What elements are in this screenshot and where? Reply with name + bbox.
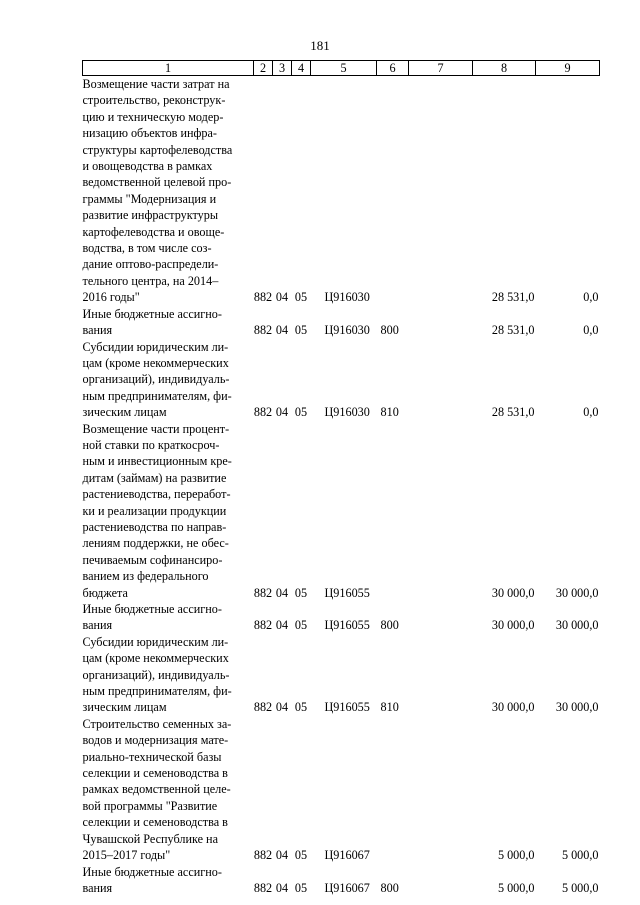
- table-row: [83, 306, 600, 339]
- description-line: низацию объектов инфра-: [82, 126, 217, 141]
- description-line: водов и модернизация мате-: [82, 733, 229, 748]
- target-article-code: Ц916030: [324, 323, 370, 338]
- description-line: растениеводства по направ-: [82, 519, 227, 534]
- table-row: [83, 339, 600, 421]
- column-header: 1: [83, 61, 254, 76]
- subsection-code: 05: [294, 700, 308, 715]
- description-line: дитам (займам) на развитие: [82, 470, 227, 485]
- description-line: ной ставки по краткосроч-: [82, 437, 220, 452]
- table-row: [83, 864, 600, 897]
- target-article-code: Ц916067: [324, 848, 370, 863]
- item-description: [83, 306, 254, 339]
- description-line: вания: [82, 323, 113, 338]
- amount-col7: [409, 601, 473, 634]
- section-code: 04: [275, 323, 289, 338]
- budget-table: [82, 60, 600, 896]
- description-line: ным предпринимателям, фи-: [82, 684, 232, 699]
- expense-type-code: [377, 421, 409, 601]
- amount-col8: 28 531,0: [491, 290, 535, 305]
- amount-col8: 30 000,0: [491, 700, 535, 715]
- description-line: цам (кроме некоммерческих: [82, 651, 229, 666]
- amount-col9: 30 000,0: [555, 700, 599, 715]
- expense-type-code: 810: [380, 405, 399, 420]
- subsection-code: 05: [294, 880, 308, 895]
- target-article-code: Ц916030: [324, 405, 370, 420]
- expense-type-code: 800: [380, 323, 399, 338]
- description-line: ванием из федерального: [82, 569, 209, 584]
- target-article-code: Ц916055: [324, 585, 370, 600]
- description-line: Субсидии юридическим ли-: [82, 339, 229, 354]
- ministry-code: 882: [253, 323, 273, 338]
- column-header: 8: [473, 61, 536, 76]
- ministry-code: 882: [253, 585, 273, 600]
- item-description: [83, 864, 254, 897]
- expense-type-code: [377, 76, 409, 306]
- section-code: 04: [275, 700, 289, 715]
- ministry-code: 882: [253, 290, 273, 305]
- description-line: ным и инвестиционным кре-: [82, 454, 232, 469]
- expense-type-code: 810: [380, 700, 399, 715]
- amount-col9: 0,0: [583, 290, 599, 305]
- description-line: цию и техническую модер-: [82, 109, 224, 124]
- column-header: 2: [254, 61, 273, 76]
- column-header: 6: [377, 61, 409, 76]
- expense-type-code: [377, 716, 409, 864]
- description-line: растениеводства, переработ-: [82, 487, 231, 502]
- table-row: [83, 76, 600, 306]
- description-line: граммы "Модернизация и: [82, 191, 217, 206]
- description-line: Иные бюджетные ассигно-: [82, 306, 222, 321]
- subsection-code: 05: [294, 848, 308, 863]
- table-row: [83, 716, 600, 864]
- item-description: [83, 339, 254, 421]
- amount-col7: [409, 421, 473, 601]
- description-line: Субсидии юридическим ли-: [82, 634, 229, 649]
- description-line: ведомственной целевой про-: [82, 175, 232, 190]
- ministry-code: 882: [253, 848, 273, 863]
- description-line: Строительство семенных за-: [82, 716, 232, 731]
- description-line: и овощеводства в рамках: [82, 159, 213, 174]
- description-line: рамках ведомственной целе-: [82, 782, 231, 797]
- description-line: печиваемым софинансиро-: [82, 552, 223, 567]
- subsection-code: 05: [294, 323, 308, 338]
- ministry-code: 882: [253, 880, 273, 895]
- amount-col8: 30 000,0: [491, 585, 535, 600]
- description-line: водства, в том числе соз-: [82, 241, 212, 256]
- ministry-code: 882: [253, 700, 273, 715]
- column-header: 7: [409, 61, 473, 76]
- description-line: вой программы "Развитие: [82, 798, 218, 813]
- amount-col9: 0,0: [583, 405, 599, 420]
- column-header: 4: [292, 61, 311, 76]
- section-code: 04: [275, 290, 289, 305]
- description-line: зическим лицам: [82, 700, 167, 715]
- description-line: Иные бюджетные ассигно-: [82, 602, 222, 616]
- page-number: 181: [310, 38, 330, 53]
- ministry-code: 882: [253, 618, 273, 633]
- description-line: дание оптово-распредели-: [82, 257, 219, 272]
- subsection-code: 05: [294, 290, 308, 305]
- column-header: 5: [311, 61, 377, 76]
- description-line: зическим лицам: [82, 405, 167, 420]
- table-row: [83, 601, 600, 634]
- item-description: [83, 716, 254, 864]
- section-code: 04: [275, 405, 289, 420]
- item-description: [83, 76, 254, 306]
- description-line: цам (кроме некоммерческих: [82, 355, 229, 370]
- amount-col9: 5 000,0: [561, 848, 599, 863]
- target-article-code: Ц916067: [324, 880, 370, 895]
- table-row: [83, 634, 600, 716]
- amount-col7: [409, 339, 473, 421]
- description-line: Иные бюджетные ассигно-: [82, 864, 222, 879]
- description-line: Возмещение части процент-: [82, 421, 230, 436]
- description-line: вания: [82, 880, 113, 895]
- subsection-code: 05: [294, 585, 308, 600]
- target-article-code: Ц916055: [324, 700, 370, 715]
- description-line: 2016 годы": [82, 290, 140, 305]
- description-line: Чувашской Республике на: [82, 831, 218, 846]
- amount-col9: 30 000,0: [555, 585, 599, 600]
- section-code: 04: [275, 848, 289, 863]
- item-description: [83, 421, 254, 601]
- section-code: 04: [275, 618, 289, 633]
- section-code: 04: [275, 880, 289, 895]
- description-line: картофелеводства и овоще-: [82, 224, 225, 239]
- expense-type-code: 800: [380, 880, 399, 895]
- description-line: вания: [82, 618, 113, 633]
- amount-col8: 30 000,0: [491, 618, 535, 633]
- description-line: риально-технической базы: [82, 749, 222, 764]
- description-line: ки и реализации продукции: [82, 503, 227, 518]
- description-line: селекции и семеноводства в: [82, 766, 228, 781]
- description-line: структуры картофелеводства: [82, 142, 233, 157]
- amount-col7: [409, 76, 473, 306]
- column-header: 3: [273, 61, 292, 76]
- amount-col9: 30 000,0: [555, 618, 599, 633]
- description-line: организаций), индивидуаль-: [82, 667, 230, 682]
- expense-type-code: 800: [380, 618, 399, 633]
- description-line: лениям поддержки, не обес-: [82, 536, 229, 551]
- description-line: строительство, реконструк-: [82, 93, 226, 108]
- ministry-code: 882: [253, 405, 273, 420]
- item-description: [83, 634, 254, 716]
- item-description: [83, 601, 254, 634]
- amount-col8: 5 000,0: [497, 880, 535, 895]
- description-line: бюджета: [82, 585, 128, 600]
- amount-col7: [409, 634, 473, 716]
- amount-col7: [409, 716, 473, 864]
- table-header-row: [83, 61, 600, 76]
- description-line: 2015–2017 годы": [82, 848, 171, 863]
- description-line: организаций), индивидуаль-: [82, 372, 230, 387]
- table-row: [83, 421, 600, 601]
- amount-col7: [409, 864, 473, 897]
- amount-col9: 5 000,0: [561, 880, 599, 895]
- column-header: 9: [536, 61, 600, 76]
- description-line: тельного центра, на 2014–: [82, 273, 219, 288]
- description-line: ным предпринимателям, фи-: [82, 388, 232, 403]
- description-line: Возмещение части затрат на: [82, 77, 230, 91]
- target-article-code: Ц916055: [324, 618, 370, 633]
- amount-col9: 0,0: [583, 323, 599, 338]
- target-article-code: Ц916030: [324, 290, 370, 305]
- section-code: 04: [275, 585, 289, 600]
- subsection-code: 05: [294, 405, 308, 420]
- subsection-code: 05: [294, 618, 308, 633]
- amount-col8: 28 531,0: [491, 323, 535, 338]
- description-line: селекции и семеноводства в: [82, 815, 228, 830]
- amount-col7: [409, 306, 473, 339]
- table-body: [83, 76, 600, 897]
- amount-col8: 5 000,0: [497, 848, 535, 863]
- amount-col8: 28 531,0: [491, 405, 535, 420]
- description-line: развитие инфраструктуры: [82, 208, 219, 223]
